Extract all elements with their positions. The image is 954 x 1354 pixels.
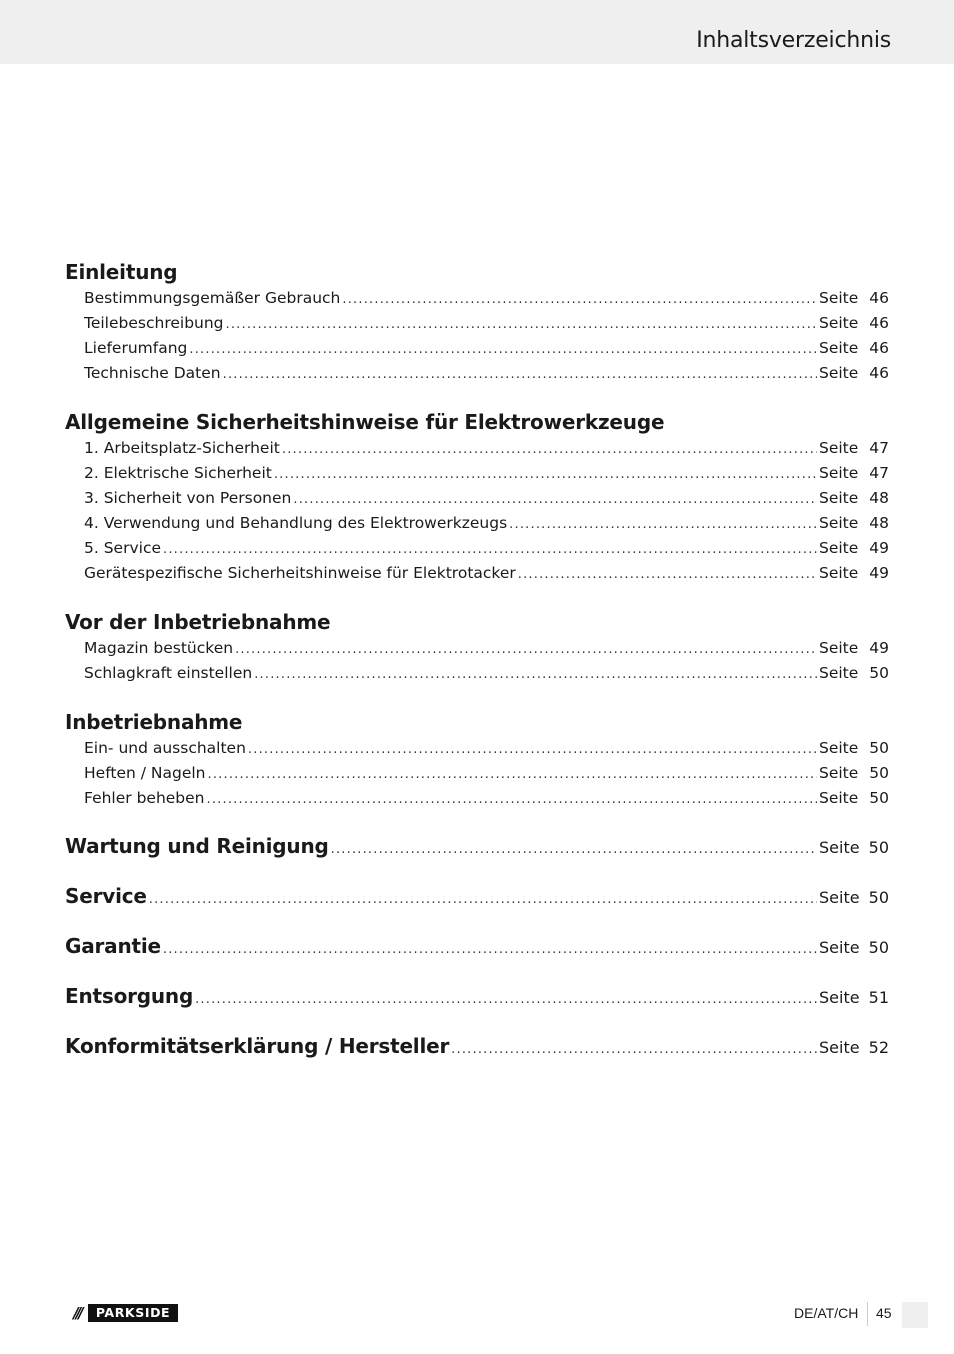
- dot-leader: [451, 1035, 817, 1065]
- page-word: Seite: [819, 1038, 860, 1057]
- toc-entry-label: Teilebeschreibung: [84, 314, 224, 332]
- parkside-logo: [66, 1304, 178, 1322]
- toc-entry[interactable]: [65, 311, 889, 336]
- toc-entry-label: Magazin bestücken: [84, 639, 234, 657]
- dot-leader: [274, 462, 817, 487]
- page-word: Seite: [819, 838, 860, 857]
- toc-entry-label: Lieferumfang: [84, 339, 188, 357]
- toc-main-entry-label: Service: [65, 884, 147, 908]
- toc-entry-label: Bestimmungsgemäßer Gebrauch: [84, 289, 341, 307]
- dot-leader: [163, 935, 817, 965]
- toc-entry-label: 1. Arbeitsplatz-Sicherheit: [84, 439, 280, 457]
- toc-entry-label: Schlagkraft einstellen: [84, 664, 253, 682]
- page-number: 47: [869, 439, 889, 457]
- toc-main-entry-label: Garantie: [65, 934, 161, 958]
- dot-leader: [149, 885, 817, 915]
- dot-leader: [331, 835, 817, 865]
- toc-entry-label: 3. Sicherheit von Personen: [84, 489, 292, 507]
- footer-divider: [867, 1302, 868, 1326]
- page-number: 51: [868, 988, 889, 1007]
- page-number: 47: [869, 464, 889, 482]
- toc-entry[interactable]: [65, 736, 889, 761]
- page-word: Seite: [819, 339, 859, 357]
- dot-leader: [254, 662, 817, 687]
- header-band: [0, 0, 954, 64]
- dot-leader: [282, 437, 817, 462]
- dot-leader: [509, 512, 817, 537]
- page-word: Seite: [819, 514, 859, 532]
- page-word: Seite: [819, 439, 859, 457]
- dot-leader: [248, 737, 817, 762]
- page-word: Seite: [819, 289, 859, 307]
- page-word: Seite: [819, 764, 859, 782]
- dot-leader: [195, 985, 817, 1015]
- section-title: Inbetriebnahme: [65, 710, 243, 734]
- toc-entry-label: Gerätespezifische Sicherheitshinweise für Elektrotacker: [84, 564, 516, 582]
- page-number: 50: [868, 888, 889, 907]
- page-number: 52: [868, 1038, 889, 1057]
- toc-entry[interactable]: [65, 486, 889, 511]
- toc-entry[interactable]: [65, 561, 889, 586]
- page-number: 50: [869, 664, 889, 682]
- page-word: Seite: [819, 464, 859, 482]
- page-number: 50: [869, 764, 889, 782]
- language-code: DE/AT/CH: [794, 1305, 859, 1321]
- page-word: Seite: [819, 364, 859, 382]
- page-number: 50: [868, 938, 889, 957]
- page-number: 46: [869, 289, 889, 307]
- toc-entry-label: 2. Elektrische Sicherheit: [84, 464, 272, 482]
- page-word: Seite: [819, 664, 859, 682]
- section-title: Vor der Inbetriebnahme: [65, 610, 331, 634]
- footer-corner-box: [902, 1302, 928, 1328]
- toc-entry[interactable]: [65, 436, 889, 461]
- dot-leader: [207, 787, 817, 812]
- toc-entry[interactable]: [65, 661, 889, 686]
- page-word: Seite: [819, 789, 859, 807]
- toc-entry-label: Heften / Nageln: [84, 764, 206, 782]
- toc-entry[interactable]: [65, 361, 889, 386]
- page-word: Seite: [819, 739, 859, 757]
- page-number: 50: [869, 789, 889, 807]
- dot-leader: [518, 562, 817, 587]
- page-title: Inhaltsverzeichnis: [696, 28, 891, 53]
- dot-leader: [223, 362, 817, 387]
- toc-main-entry[interactable]: [65, 981, 889, 1011]
- dot-leader: [226, 312, 817, 337]
- toc-entry[interactable]: [65, 636, 889, 661]
- toc-entry[interactable]: [65, 536, 889, 561]
- dot-leader: [208, 762, 818, 787]
- toc-main-entry-label: Wartung und Reinigung: [65, 834, 329, 858]
- logo-slashes-icon: ///: [66, 1304, 88, 1322]
- toc-entry[interactable]: [65, 761, 889, 786]
- toc-entry-label: Fehler beheben: [84, 789, 205, 807]
- logo-text: PARKSIDE: [88, 1304, 178, 1322]
- page-number: 49: [869, 539, 889, 557]
- toc-entry[interactable]: [65, 336, 889, 361]
- dot-leader: [189, 337, 817, 362]
- section-title: Einleitung: [65, 260, 178, 284]
- page-word: Seite: [819, 564, 859, 582]
- toc-entry[interactable]: [65, 786, 889, 811]
- toc-main-entry[interactable]: [65, 881, 889, 911]
- page-number: 46: [869, 364, 889, 382]
- page-number: 49: [869, 639, 889, 657]
- page-number: 49: [869, 564, 889, 582]
- page-word: Seite: [819, 639, 859, 657]
- toc-main-entry-label: Konformitätserklärung / Hersteller: [65, 1034, 450, 1058]
- toc-entry-label: 5. Service: [84, 539, 162, 557]
- page-word: Seite: [819, 888, 860, 907]
- page-word: Seite: [819, 938, 860, 957]
- toc-main-entry[interactable]: [65, 831, 889, 861]
- dot-leader: [163, 537, 817, 562]
- toc-entry[interactable]: [65, 511, 889, 536]
- dot-leader: [235, 637, 817, 662]
- dot-leader: [293, 487, 817, 512]
- page-word: Seite: [819, 489, 859, 507]
- page-number: 48: [869, 514, 889, 532]
- dot-leader: [342, 287, 817, 312]
- toc-main-entry-label: Entsorgung: [65, 984, 194, 1008]
- toc-entry-label: 4. Verwendung und Behandlung des Elektrowerkzeugs: [84, 514, 508, 532]
- page-word: Seite: [819, 539, 859, 557]
- page-number: 46: [869, 339, 889, 357]
- page-number: 50: [868, 838, 889, 857]
- toc-entry-label: Technische Daten: [84, 364, 221, 382]
- page-word: Seite: [819, 988, 860, 1007]
- section-title: Allgemeine Sicherheitshinweise für Elektrowerkzeuge: [65, 410, 665, 434]
- page-number: 46: [869, 314, 889, 332]
- toc-entry[interactable]: [65, 286, 889, 311]
- toc-entry[interactable]: [65, 461, 889, 486]
- toc-entry-label: Ein- und ausschalten: [84, 739, 246, 757]
- toc-main-entry[interactable]: [65, 931, 889, 961]
- toc-main-entry[interactable]: [65, 1031, 889, 1061]
- footer-page-number: 45: [876, 1305, 892, 1321]
- page-number: 50: [869, 739, 889, 757]
- page-number: 48: [869, 489, 889, 507]
- table-of-contents: [65, 258, 889, 1061]
- page-word: Seite: [819, 314, 859, 332]
